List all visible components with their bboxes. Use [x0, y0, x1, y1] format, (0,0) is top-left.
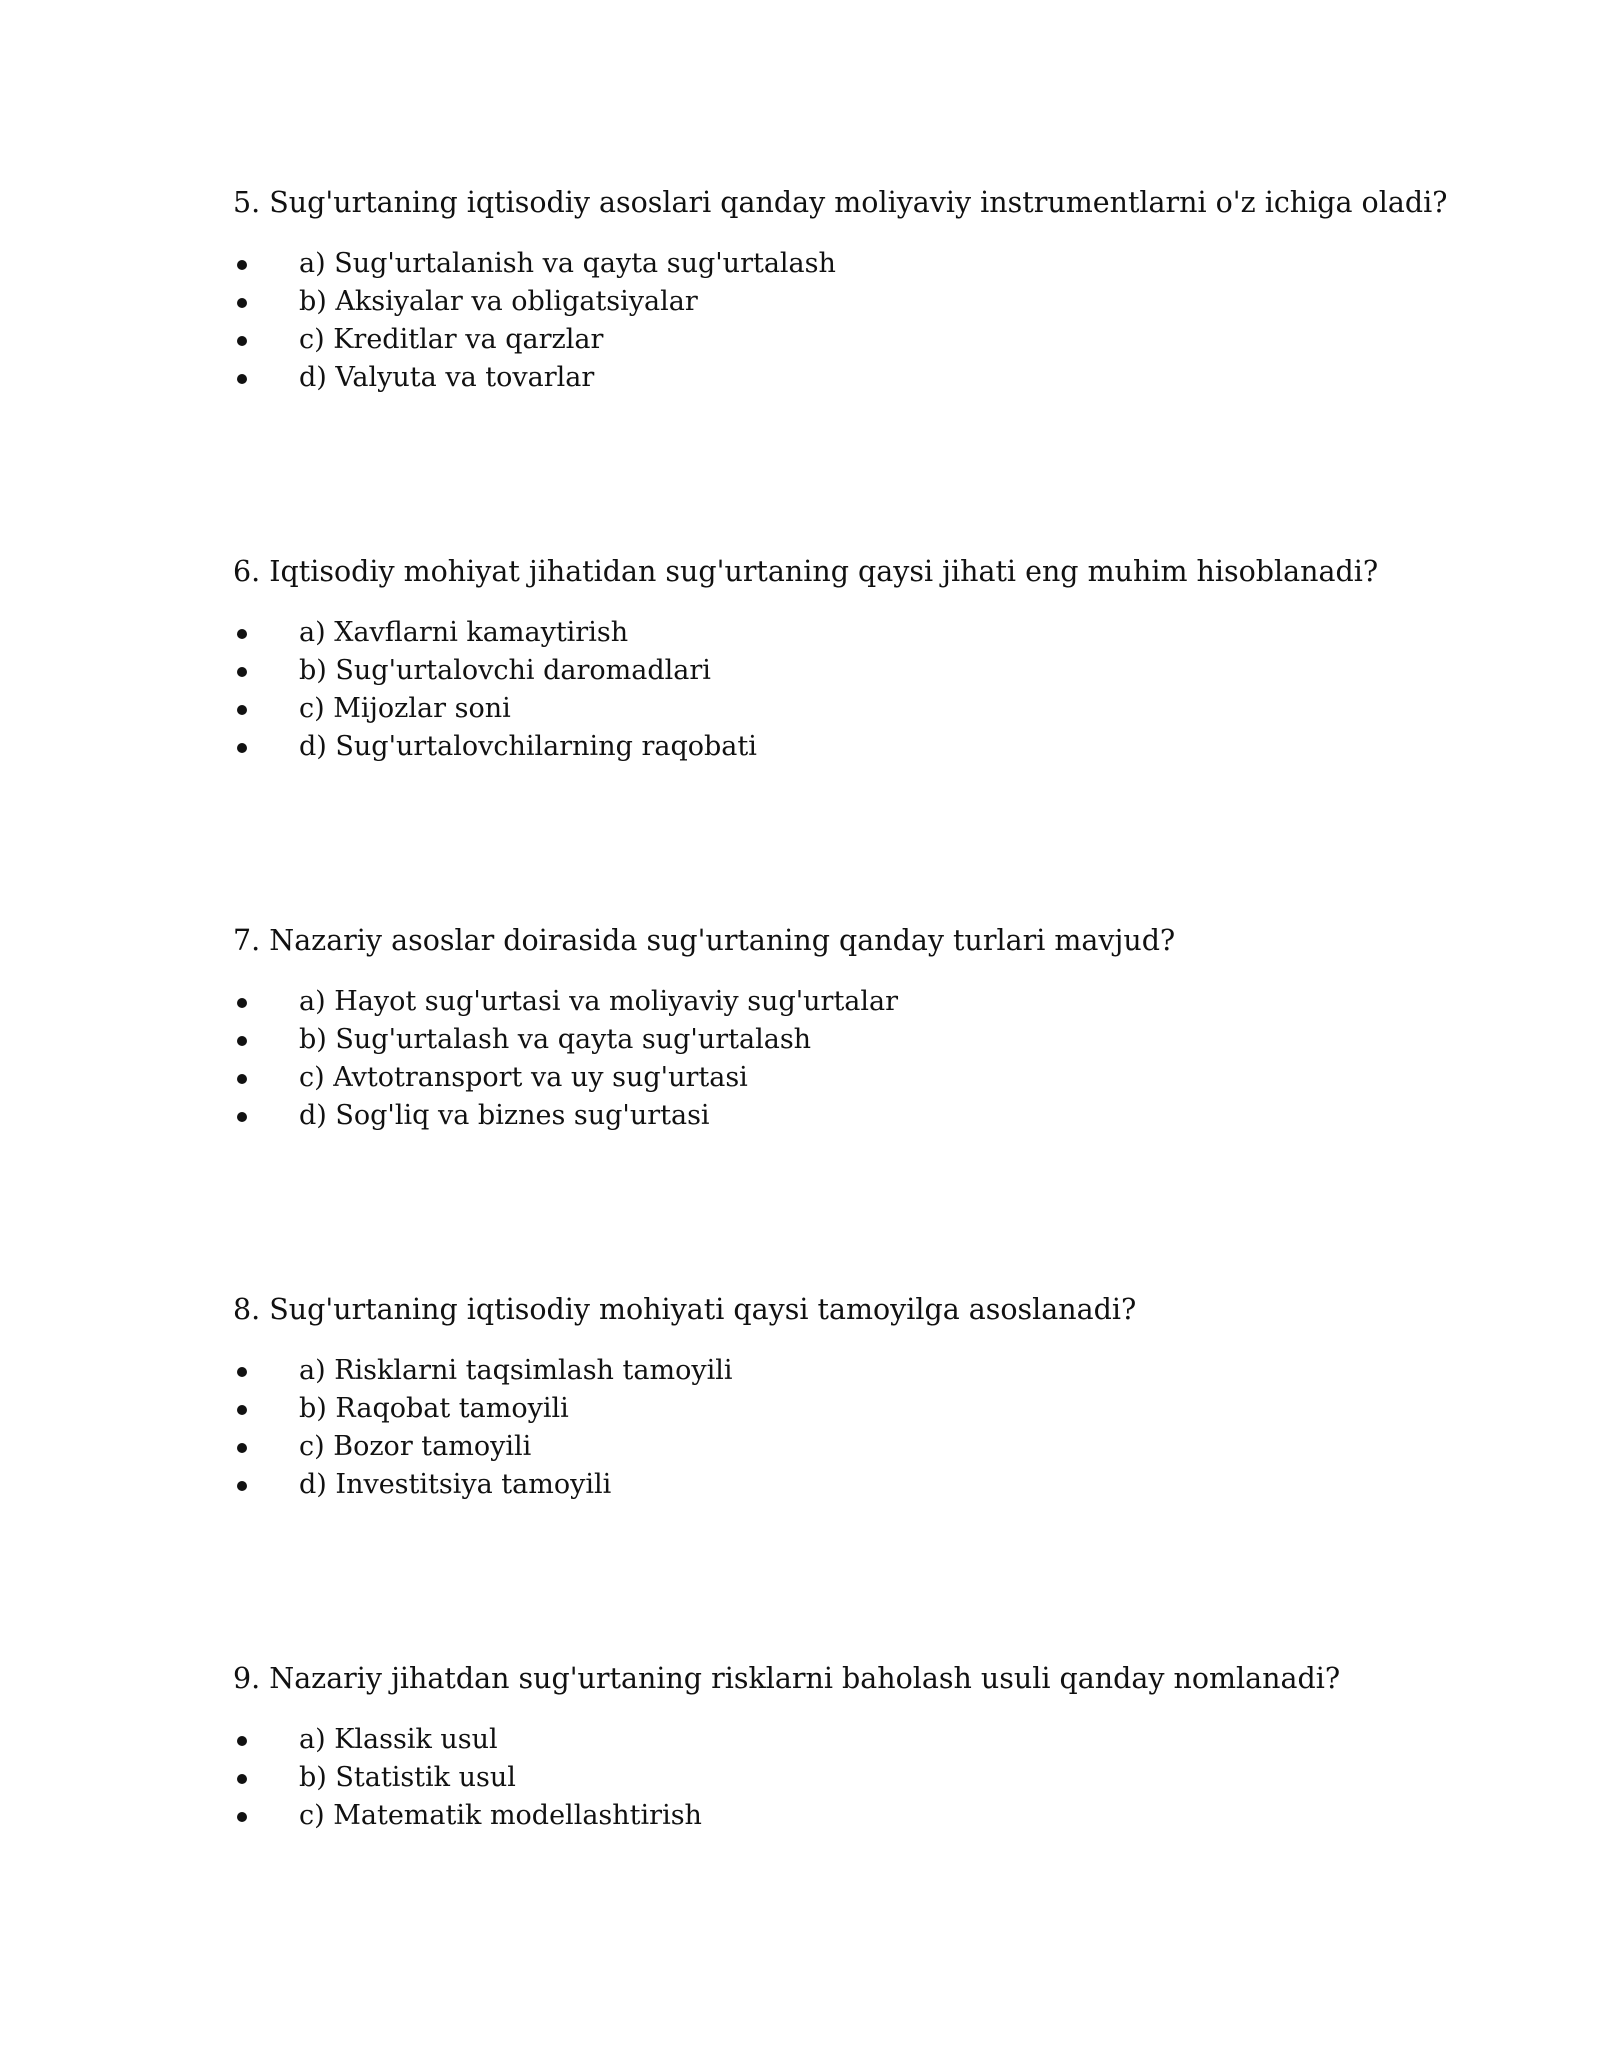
question-title: 7. Nazariy asoslar doirasida sug'urtaning qanday turlari mavjud?	[233, 924, 1176, 957]
option-text: b) Sug'urtalash va qayta sug'urtalash	[299, 1024, 812, 1055]
option-text: a) Xavflarni kamaytirish	[299, 617, 629, 648]
bullet-icon	[237, 629, 247, 639]
answer-option	[233, 614, 1413, 652]
answer-options	[233, 983, 1413, 1135]
answer-options	[233, 1721, 1413, 1835]
bullet-icon	[237, 667, 247, 677]
answer-option	[233, 1390, 1413, 1428]
answer-option	[233, 1059, 1413, 1097]
bullet-icon	[237, 374, 247, 384]
answer-option	[233, 1797, 1413, 1835]
question-7	[233, 921, 1413, 1135]
answer-option	[233, 321, 1413, 359]
bullet-icon	[237, 1367, 247, 1377]
option-text: a) Klassik usul	[299, 1724, 498, 1755]
question-title: 5. Sug'urtaning iqtisodiy asoslari qanday moliyaviy instrumentlarni o'z ichiga oladi?	[233, 186, 1448, 219]
answer-option	[233, 1466, 1413, 1504]
question-title: 6. Iqtisodiy mohiyat jihatidan sug'urtaning qaysi jihati eng muhim hisoblanadi?	[233, 555, 1379, 588]
option-text: a) Sug'urtalanish va qayta sug'urtalash	[299, 248, 836, 279]
option-text: b) Aksiyalar va obligatsiyalar	[299, 286, 698, 317]
question-6	[233, 552, 1413, 766]
bullet-icon	[237, 1405, 247, 1415]
option-text: c) Matematik modellashtirish	[299, 1800, 702, 1831]
bullet-icon	[237, 1112, 247, 1122]
answer-option	[233, 1428, 1413, 1466]
option-text: a) Hayot sug'urtasi va moliyaviy sug'urtalar	[299, 986, 899, 1017]
answer-option	[233, 1352, 1413, 1390]
option-text: b) Sug'urtalovchi daromadlari	[299, 655, 711, 686]
bullet-icon	[237, 1774, 247, 1784]
answer-options	[233, 614, 1413, 766]
answer-option	[233, 245, 1413, 283]
bullet-icon	[237, 1481, 247, 1491]
option-text: d) Sog'liq va biznes sug'urtasi	[299, 1100, 710, 1131]
bullet-icon	[237, 998, 247, 1008]
option-text: b) Statistik usul	[299, 1762, 516, 1793]
answer-option	[233, 690, 1413, 728]
answer-option	[233, 1721, 1413, 1759]
bullet-icon	[237, 1074, 247, 1084]
bullet-icon	[237, 298, 247, 308]
option-text: c) Mijozlar soni	[299, 693, 511, 724]
bullet-icon	[237, 1443, 247, 1453]
bullet-icon	[237, 336, 247, 346]
option-text: d) Investitsiya tamoyili	[299, 1469, 612, 1500]
question-9	[233, 1659, 1413, 1835]
answer-option	[233, 1097, 1413, 1135]
bullet-icon	[237, 260, 247, 270]
answer-option	[233, 652, 1413, 690]
answer-option	[233, 983, 1413, 1021]
answer-options	[233, 1352, 1413, 1504]
question-title: 9. Nazariy jihatdan sug'urtaning risklarni baholash usuli qanday nomlanadi?	[233, 1662, 1341, 1695]
option-text: c) Kreditlar va qarzlar	[299, 324, 604, 355]
question-5	[233, 183, 1448, 397]
answer-option	[233, 728, 1413, 766]
option-text: b) Raqobat tamoyili	[299, 1393, 569, 1424]
answer-options	[233, 245, 1413, 397]
answer-option	[233, 283, 1413, 321]
option-text: a) Risklarni taqsimlash tamoyili	[299, 1355, 733, 1386]
answer-option	[233, 1021, 1413, 1059]
option-text: c) Bozor tamoyili	[299, 1431, 532, 1462]
bullet-icon	[237, 1736, 247, 1746]
bullet-icon	[237, 1812, 247, 1822]
answer-option	[233, 359, 1413, 397]
bullet-icon	[237, 705, 247, 715]
bullet-icon	[237, 1036, 247, 1046]
bullet-icon	[237, 743, 247, 753]
option-text: d) Sug'urtalovchilarning raqobati	[299, 731, 757, 762]
question-8	[233, 1290, 1413, 1504]
option-text: c) Avtotransport va uy sug'urtasi	[299, 1062, 748, 1093]
question-title: 8. Sug'urtaning iqtisodiy mohiyati qaysi tamoyilga asoslanadi?	[233, 1293, 1137, 1326]
answer-option	[233, 1759, 1413, 1797]
option-text: d) Valyuta va tovarlar	[299, 362, 595, 393]
